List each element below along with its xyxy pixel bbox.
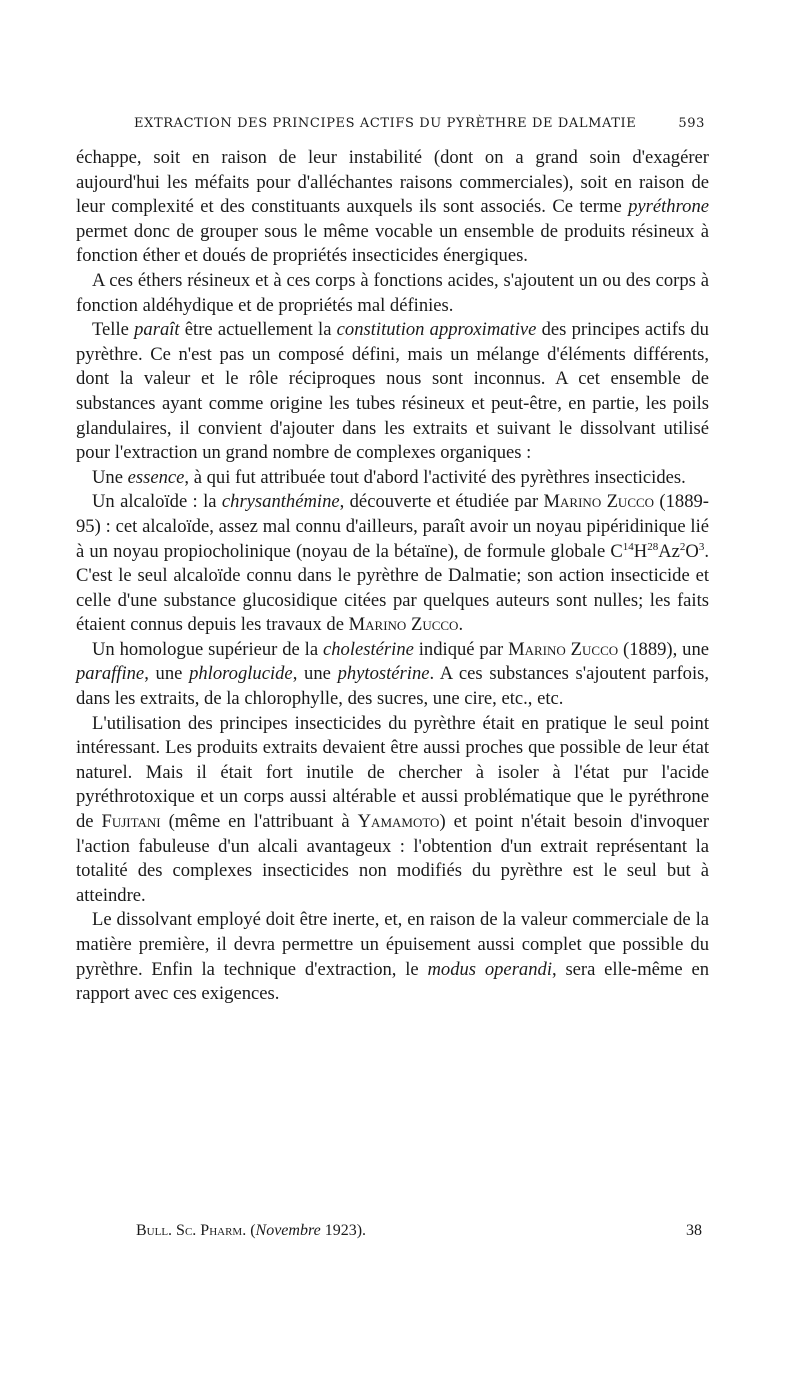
paragraph-3: Telle paraît être actuellement la constitution approximative des principes actifs du pyrèthre. Ce n'est pas un composé défini, mais un mélange d'éléments différents, dont la valeur et le rôle réciproques nous sont inconnus. A cet ensemble de substances ayant comme origine les tubes résineux et peut-être, en partie, les poils glandulaires, il convient d'ajouter dans les extraits et suivant le dissolvant utilisé pour l'extraction un grand nombre de complexes organiques :: [76, 319, 709, 464]
body-text: [76, 146, 709, 1007]
paragraph-6: Un homologue supérieur de la cholestérine indiqué par Marino Zucco (1889), une paraffine, une phloroglucide, une phytostérine. A ces substances s'ajoutent parfois, dans les extraits, de la chlorophylle, des sucres, une cire, etc., etc.: [76, 638, 710, 710]
page-footer: [136, 1222, 702, 1240]
journal-citation: Bull. Sc. Pharm. (Novembre 1923).: [136, 1222, 367, 1239]
paragraph-8: Le dissolvant employé doit être inerte, et, en raison de la valeur commerciale de la matière première, il devra permettre un épuisement aussi complet que possible du pyrèthre. Enfin la technique d'extraction, le modus operandi, sera elle-même en rapport avec ces exigences.: [76, 909, 709, 1005]
paragraph-4: Une essence, à qui fut attribuée tout d'abord l'activité des pyrèthres insecticides.: [92, 466, 686, 488]
paragraph-5: Un alcaloïde : la chrysanthémine, découverte et étudiée par Marino Zucco (1889-95) : cet alcaloïde, assez mal connu d'ailleurs, paraît avoir un noyau pipéridinique lié à un noyau propiocholinique (noyau de la bétaïne), de formule globale $C^{14}H^{28}Az^2O^3$. C'est le seul alcaloïde connu dans le pyrèthre de Dalmatie; son action insecticide et celle d'une substance glucosidique citées par quelques auteurs sont nulles; les faits étaient connus depuis les travaux de Marino Zucco.: [76, 491, 709, 636]
paragraph-2: A ces éthers résineux et à ces corps à fonctions acides, s'ajoutent un ou des corps à fonction aldéhydique et de propriétés mal définies.: [76, 269, 709, 316]
running-title: EXTRACTION DES PRINCIPES ACTIFS DU PYRÈTHRE DE DALMATIE: [134, 116, 637, 131]
sheet-signature: 38: [686, 1222, 702, 1239]
running-header: [134, 116, 705, 131]
paragraph-1: échappe, soit en raison de leur instabilité (dont on a grand soin d'exagérer aujourd'hui les méfaits pour d'alléchantes raisons commerciales), soit en raison de leur complexité et des constituants auxquels ils sont associés. Ce terme pyréthrone permet donc de grouper sous le même vocable un ensemble de produits résineux à fonction éther et doués de propriétés insecticides énergiques.: [76, 147, 709, 267]
paragraph-7: L'utilisation des principes insecticides du pyrèthre était en pratique le seul point intéressant. Les produits extraits devaient être aussi proches que possible de leur état naturel. Mais il était fort inutile de chercher à isoler à l'état pur l'acide pyréthrotoxique et un corps aussi altérable et aussi problématique que le pyréthrone de Fujitani (même en l'attribuant à Yamamoto) et point n'était besoin d'invoquer l'action fabuleuse d'un alcali avantageux : l'obtention d'un extrait représentant la totalité des complexes insecticides non modifiés du pyrèthre est le seul but à atteindre.: [76, 712, 709, 906]
page-number: 593: [678, 116, 705, 131]
